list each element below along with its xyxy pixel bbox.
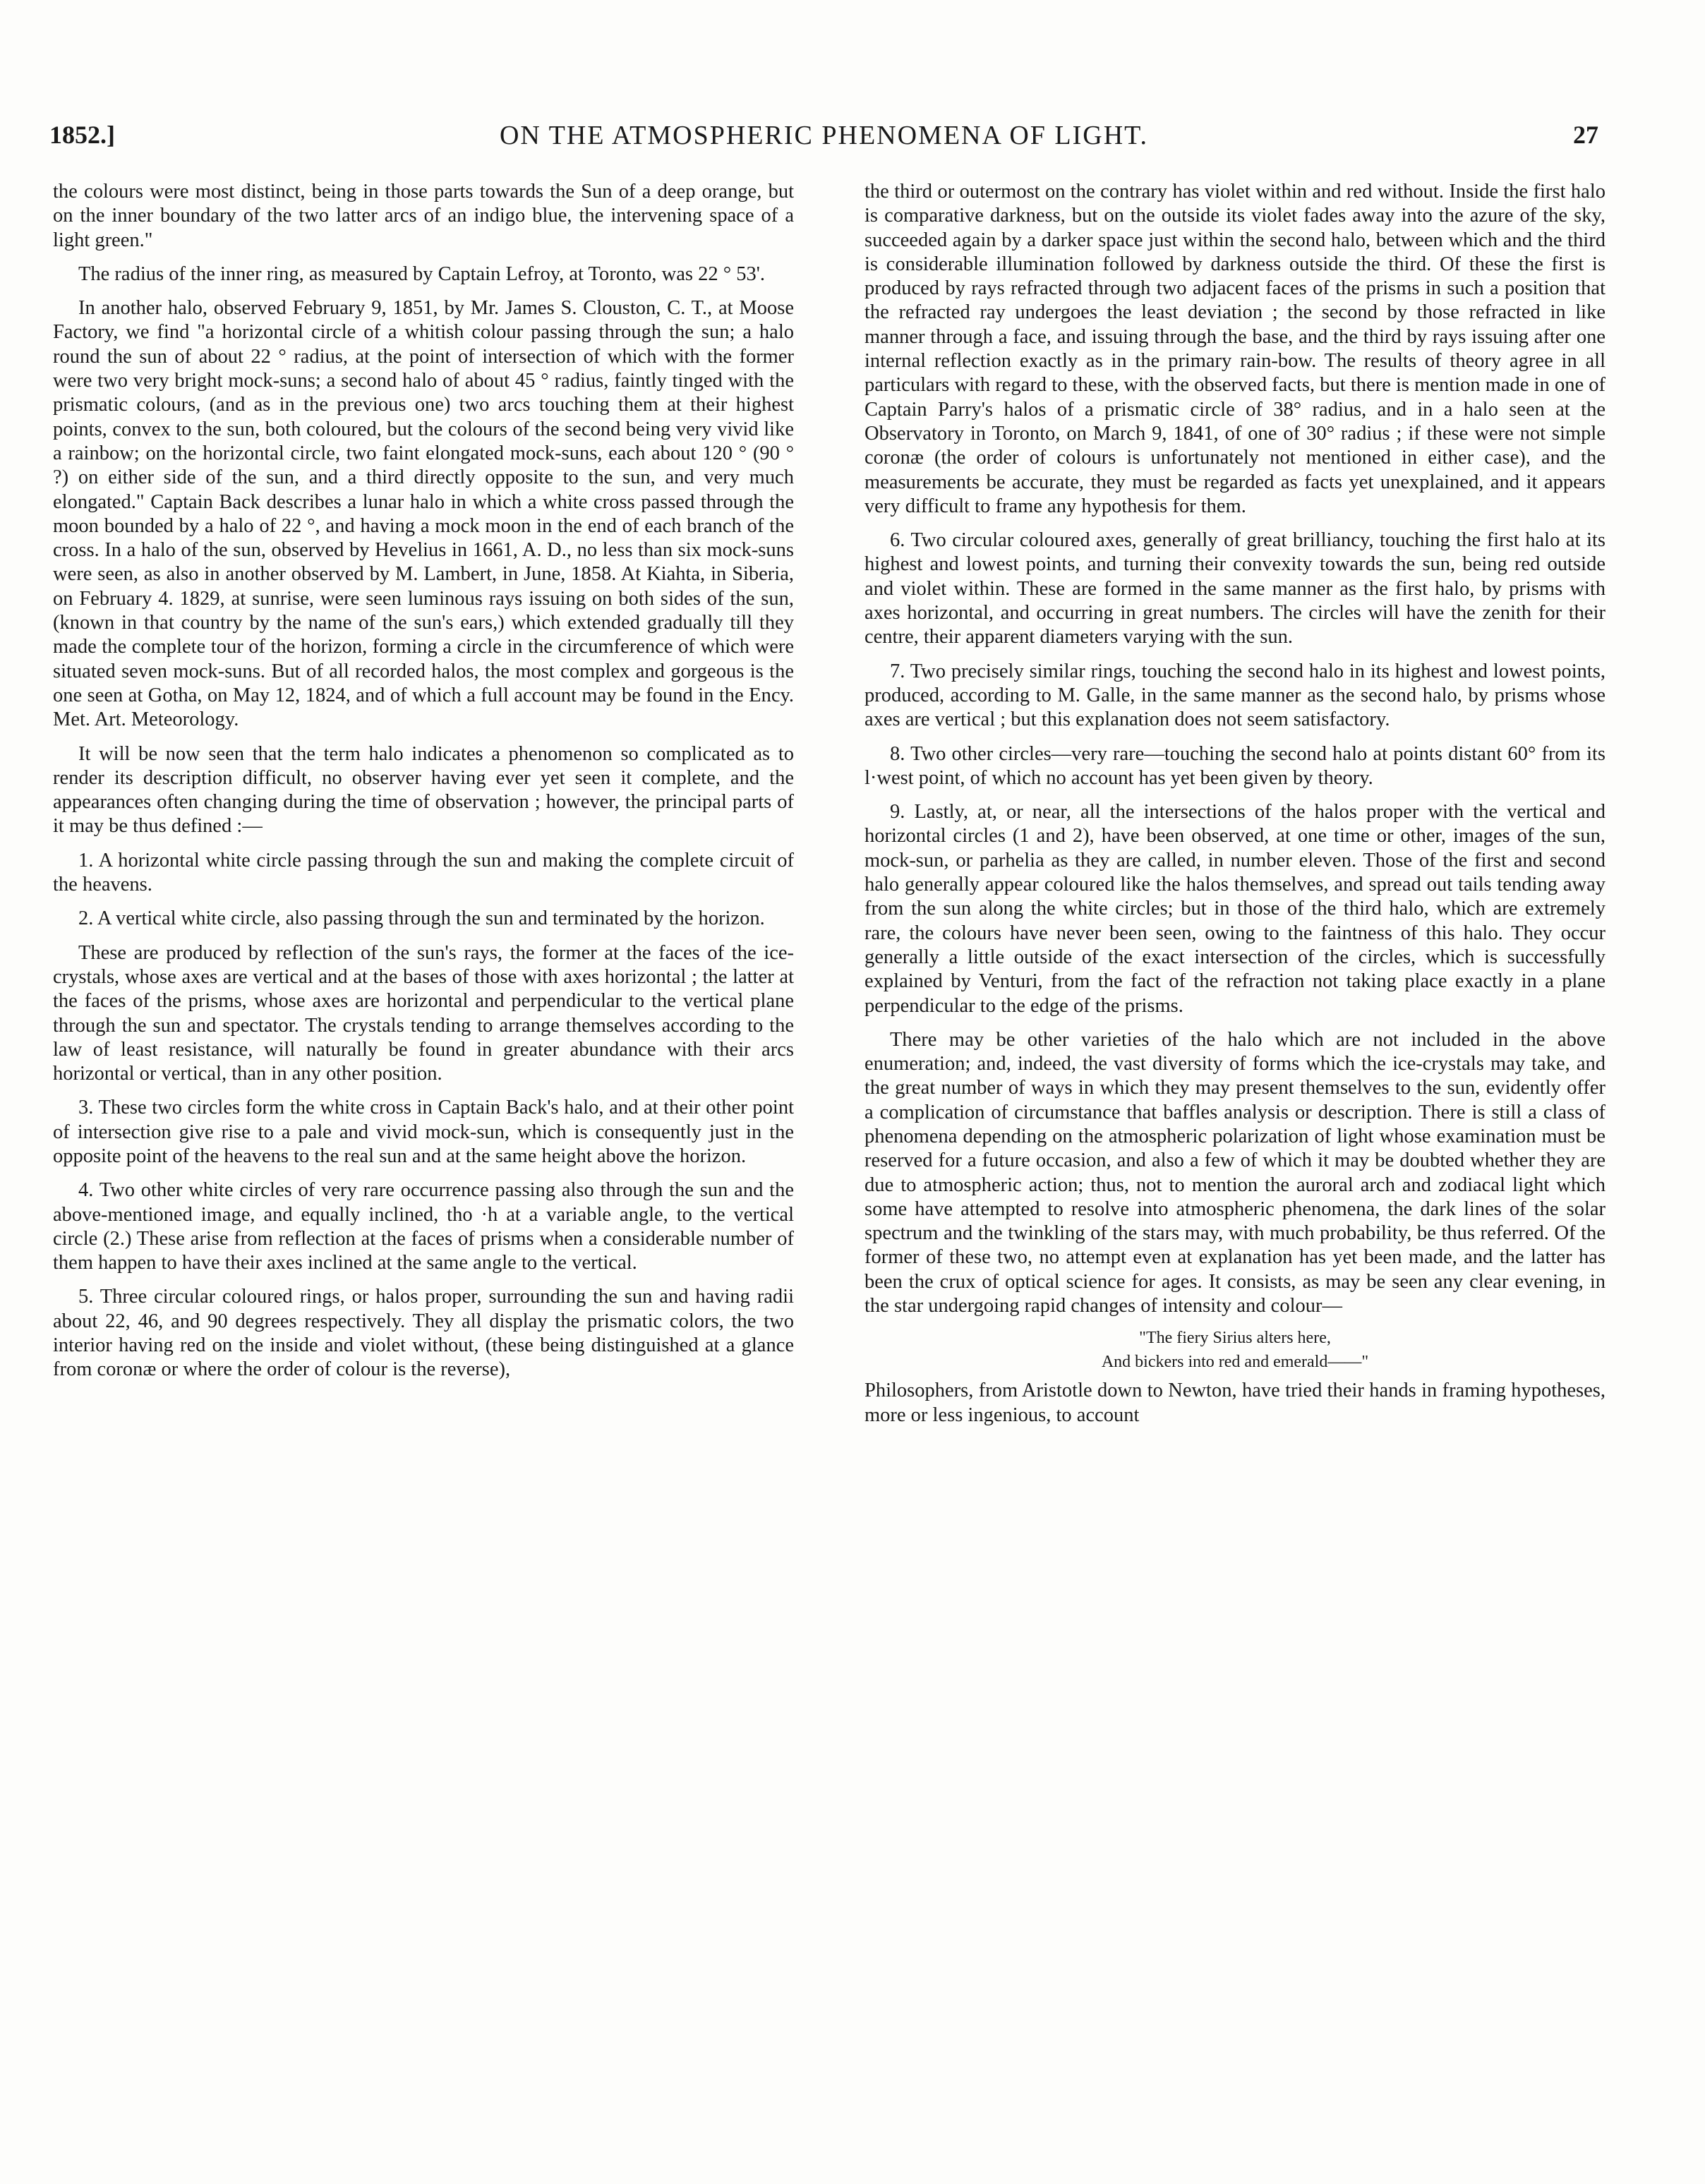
list-item-2: 2. A vertical white circle, also passing through the sun and terminated by the horizon.	[78, 907, 765, 930]
paragraph: the colours were most distinct, being in those parts towards the Sun of a deep orange, but on the inner boundary of the two latter arcs of an indigo blue, the intervening space of a light green."	[53, 181, 794, 251]
left-column	[53, 180, 794, 2149]
right-column	[864, 180, 1605, 2149]
list-item-4: 4. Two other white circles of very rare occurrence passing also through the sun and the above-mentioned image, and equally inclined, tho ·h at a variable angle, to the vertical circle (2.) These arise from reflection at the faces of prisms when a considerable number of them happen to have their axes inclined at the same angle to the vertical.	[53, 1179, 794, 1274]
paragraph: the third or outermost on the contrary has violet within and red without. Inside the first halo is comparative darkness, but on the outside its violet fades away into the azure of the sky, succeeded again by a darker space just within the second halo, between which and the third is considerable illumination followed by darkness outside the third. Of these the first is produced by rays refracted through two adjacent faces of the prisms in such a position that the refracted ray undergoes the least deviation ; the second by those refracted in like manner through a face, and issuing through the base, and the third by rays issuing after one internal reflection exactly as in the primary rain-bow. The results of theory agree in all particulars with regard to these, with the observed facts, but there is mention made in one of Captain Parry's halos of a prismatic circle of 38° radius, and in a halo seen at the Observatory in Toronto, on March 9, 1841, of one of 30° radius ; if these were not simple coronæ (the order of colours is unfortunately not mentioned in either case), and the measurements be accurate, they must be regarded as facts yet unexplained, and it appears very difficult to frame any hypothesis for them.	[864, 181, 1605, 517]
list-item-9: 9. Lastly, at, or near, all the intersections of the halos proper with the vertical and horizontal circles (1 and 2), have been observed, at one time or other, images of the sun, mock-sun, or parhelia as they are called, in number eleven. Those of the first and second halo generally appear coloured like the halos themselves, and spread out tails tending away from the sun along the white circles; but in those of the third halo, which are extremely rare, the colours have never been seen, owing to the faintness of this halo. They occur generally a little outside of the exact intersection of the circles, which is successfully explained by Venturi, from the fact of the refraction not taking place exactly in a plane perpendicular to the edge of the prisms.	[864, 801, 1605, 1017]
paragraph: It will be now seen that the term halo indicates a phenomenon so complicated as to render its description difficult, no observer having ever yet seen it complete, and the appearances often changing during the time of observation ; however, the principal parts of it may be thus defined :—	[53, 742, 794, 838]
list-item-5: 5. Three circular coloured rings, or halos proper, surrounding the sun and having radii about 22, 46, and 90 degrees respectively. They all display the prismatic colors, the two interior having red on the inside and violet without, (these being distinguished at a glance from coronæ or where the order of colour is the reverse),	[53, 1286, 794, 1381]
paragraph: There may be other varieties of the halo which are not included in the above enumeration; and, indeed, the vast diversity of forms which the ice-crystals may take, and the great number of ways in which they may present themselves to the sun, evidently offer a complication of circumstance that baffles analysis or description. There is still a class of phenomena depending on the atmospheric polarization of light whose examination must be reserved for a future occasion, and also a few of which it may be doubted whether they are due to atmospheric action; thus, not to mention the auroral arch and zodiacal light which some have attempted to resolve into atmospheric phenomena, the dark lines of the solar spectrum and the twinkling of the stars may, with much probability, be thus referred. Of the former of these two, no attempt even at explanation has yet been made, and the latter has been the crux of optical science for ages. It consists, as may be seen any clear evening, in the star undergoing rapid changes of intensity and colour—	[864, 1028, 1605, 1317]
list-item-6: 6. Two circular coloured axes, generally of great brilliancy, touching the first halo at its highest and lowest points, and turning their convexity towards the sun, being red outside and violet within. These are formed in the same manner as the first halo, by prisms with axes horizontal, and occurring in great numbers. The circles will have the zenith for their centre, their apparent diameters varying with the sun.	[864, 529, 1605, 648]
list-item-1: 1. A horizontal white circle passing through the sun and making the complete circuit of the heavens.	[53, 849, 794, 896]
closing-paragraph: Philosophers, from Aristotle down to Newton, have tried their hands in framing hypotheses, more or less ingenious, to account	[864, 1380, 1605, 1426]
paragraph: The radius of the inner ring, as measured by Captain Lefroy, at Toronto, was 22 ° 53'.	[78, 263, 765, 285]
header-title: ON THE ATMOSPHERIC PHENOMENA OF LIGHT.	[499, 121, 1149, 150]
page-number: 27	[1573, 121, 1598, 149]
paragraph: In another halo, observed February 9, 1851, by Mr. James S. Clouston, C. T., at Moose Factory, we find "a horizontal circle of a whitish colour passing through the sun; a halo round the sun of about 22 ° radius, at the point of intersection of which with the former were two very bright mock-suns; a second halo of about 45 ° radius, faintly tinged with the prismatic colours, (and as in the previous one) two arcs touching them at their highest points, convex to the sun, both coloured, but the colours of the second being very vivid like a rainbow; on the horizontal circle, two faint elongated mock-suns, each about 120 ° (90 ° ?) on either side of the sun, and a third directly opposite to the sun, and very much elongated." Captain Back describes a lunar halo in which a white cross passed through the moon bounded by a halo of 22 °, and having a mock moon in the end of each branch of the cross. In a halo of the sun, observed by Hevelius in 1661, A. D., no less than six mock-suns were seen, as also in another observed by M. Lambert, in June, 1858. At Kiahta, in Siberia, on February 4. 1829, at sunrise, were seen luminous rays issuing on both sides of the sun, (known in that country by the name of the sun's ears,) which extended gradually till they made the complete tour of the horizon, forming a circle in the circumference of which were situated seven mock-suns. But of all recorded halos, the most complex and gorgeous is the one seen at Gotha, on May 12, 1824, and of which a full account may be found in the Ency. Met. Art. Meteorology.	[53, 297, 794, 731]
running-header	[49, 120, 1598, 162]
poem-quote-line-1: "The fiery Sirius alters here,	[1139, 1329, 1331, 1348]
list-item-7: 7. Two precisely similar rings, touching the second halo in its highest and lowest points, produced, according to M. Galle, in the same manner as the second halo, by prisms whose axes are vertical ; but this explanation does not seem satisfactory.	[864, 660, 1605, 731]
list-item-8: 8. Two other circles—very rare—touching the second halo at points distant 60° from its l·west point, of which no account has yet been given by theory.	[864, 742, 1605, 789]
list-item-3: 3. These two circles form the white cross in Captain Back's halo, and at their other point of intersection give rise to a pale and vivid mock-sun, which is consequently just in the opposite point of the heavens to the real sun and at the same height above the horizon.	[53, 1097, 794, 1167]
header-year: 1852.]	[49, 121, 115, 149]
poem-quote-line-2: And bickers into red and emerald——"	[1101, 1353, 1369, 1372]
paragraph: These are produced by reflection of the sun's rays, the former at the faces of the ice-crystals, whose axes are vertical and at the bases of those with axes horizontal ; the latter at the faces of the prisms, whose axes are horizontal and perpendicular to the vertical plane through the sun and spectator. The crystals tending to arrange themselves according to the law of least resistance, will naturally be found in greater abundance with their arcs horizontal or vertical, than in any other position.	[53, 941, 794, 1085]
